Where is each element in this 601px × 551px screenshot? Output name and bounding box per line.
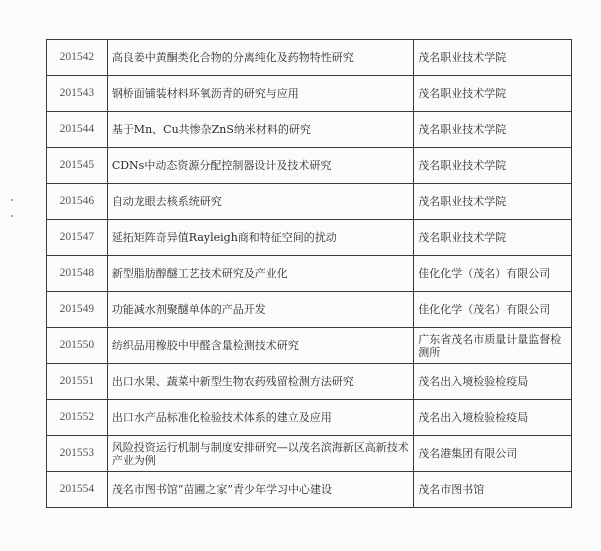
table-row	[47, 112, 572, 148]
project-title: 风险投资运行机制与制度安排研究—以茂名滨海新区高新技术产业为例	[107, 436, 413, 472]
project-organization: 茂名职业技术学院	[414, 220, 572, 256]
project-organization: 广东省茂名市质量计量监督检测所	[414, 328, 572, 364]
table-row	[47, 184, 572, 220]
project-organization: 茂名出入境检验检疫局	[414, 400, 572, 436]
table-row	[47, 364, 572, 400]
table-row	[47, 76, 572, 112]
project-title: 功能减水剂聚醚单体的产品开发	[107, 292, 413, 328]
project-organization: 茂名港集团有限公司	[414, 436, 572, 472]
project-id: 201547	[47, 220, 108, 256]
table-row	[47, 220, 572, 256]
project-organization: 茂名职业技术学院	[414, 40, 572, 76]
project-id: 201549	[47, 292, 108, 328]
project-id: 201553	[47, 436, 108, 472]
project-id: 201543	[47, 76, 108, 112]
project-title: 基于Mn、Cu共惨杂ZnS纳米材料的研究	[107, 112, 413, 148]
project-title: 延拓矩阵奇异值Rayleigh商和特征空间的扰动	[107, 220, 413, 256]
project-title: 茂名市图书馆“苗圃之家”青少年学习中心建设	[107, 472, 413, 508]
project-organization: 佳化化学（茂名）有限公司	[414, 256, 572, 292]
project-title: 纺织品用橡胶中甲醛含量检测技术研究	[107, 328, 413, 364]
scan-dot	[11, 215, 13, 217]
project-table	[46, 39, 572, 508]
project-title: 新型脂肪醇醚工艺技术研究及产业化	[107, 256, 413, 292]
project-id: 201546	[47, 184, 108, 220]
scan-dot	[11, 199, 13, 201]
project-id: 201544	[47, 112, 108, 148]
project-title: 钢桥面铺装材料环氧沥青的研究与应用	[107, 76, 413, 112]
table-body	[47, 40, 572, 508]
project-id: 201552	[47, 400, 108, 436]
project-id: 201548	[47, 256, 108, 292]
project-title: 高良姜中黄酮类化合物的分离纯化及药物特性研究	[107, 40, 413, 76]
project-organization: 佳化化学（茂名）有限公司	[414, 292, 572, 328]
project-id: 201551	[47, 364, 108, 400]
project-organization: 茂名职业技术学院	[414, 112, 572, 148]
project-id: 201545	[47, 148, 108, 184]
table-row	[47, 436, 572, 472]
project-id: 201554	[47, 472, 108, 508]
table-row	[47, 472, 572, 508]
project-title: CDNs中动态资源分配控制器设计及技术研究	[107, 148, 413, 184]
project-id: 201542	[47, 40, 108, 76]
project-organization: 茂名职业技术学院	[414, 148, 572, 184]
table-row	[47, 292, 572, 328]
table-row	[47, 148, 572, 184]
table-row	[47, 40, 572, 76]
table-row	[47, 256, 572, 292]
project-organization: 茂名职业技术学院	[414, 184, 572, 220]
project-organization: 茂名职业技术学院	[414, 76, 572, 112]
table-row	[47, 400, 572, 436]
project-organization: 茂名出入境检验检疫局	[414, 364, 572, 400]
project-title: 出口水果、蔬菜中新型生物农药残留检测方法研究	[107, 364, 413, 400]
project-title: 自动龙眼去核系统研究	[107, 184, 413, 220]
project-organization: 茂名市图书馆	[414, 472, 572, 508]
table-row	[47, 328, 572, 364]
project-id: 201550	[47, 328, 108, 364]
project-title: 出口水产品标准化检验技术体系的建立及应用	[107, 400, 413, 436]
